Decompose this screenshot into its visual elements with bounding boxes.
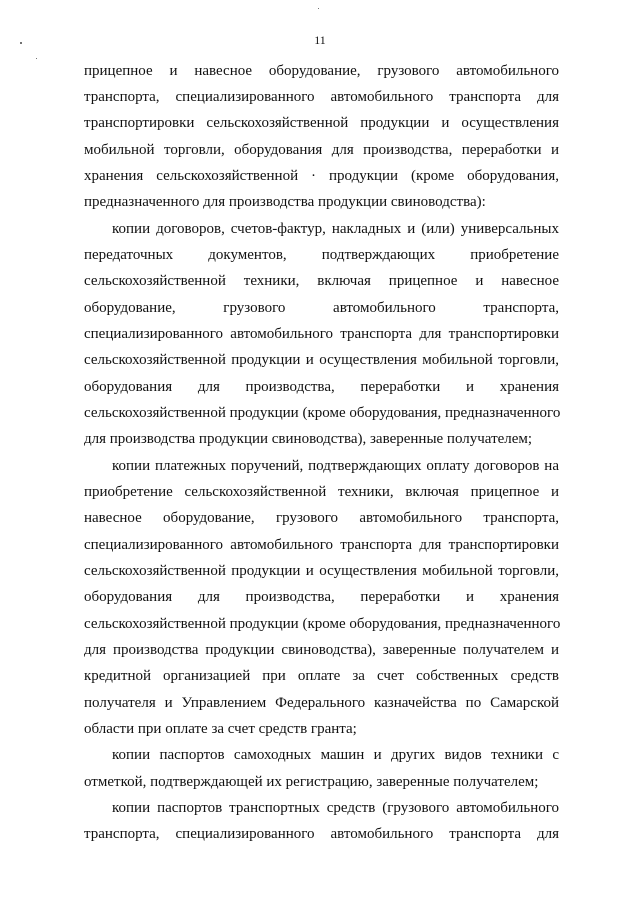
text-line: предназначенного для производства продукции свиноводства): xyxy=(84,194,486,210)
text-line: приобретение сельскохозяйственной техники, включая прицепное и xyxy=(84,484,559,500)
text-line: оборудование, грузового автомобильного транспорта, xyxy=(84,300,559,316)
paragraph-first-line: копии платежных поручений, подтверждающих оплату договоров на xyxy=(112,458,559,474)
text-line: области при оплате за счет средств гранта; xyxy=(84,721,357,737)
text-line: для производства продукции свиноводства), заверенные получателем; xyxy=(84,431,533,447)
text-line: для производства продукции свиноводства), заверенные получателем и xyxy=(84,642,559,658)
text-line: транспорта, специализированного автомобильного транспорта для xyxy=(84,89,559,105)
text-line: специализированного автомобильного транспорта для транспортировки xyxy=(84,537,559,553)
text-line: сельскохозяйственной продукции и осуществления мобильной торговли, xyxy=(84,563,559,579)
text-line: сельскохозяйственной техники, включая прицепное и навесное xyxy=(84,273,559,289)
text-line: транспортировки сельскохозяйственной продукции и осуществления xyxy=(84,115,559,131)
text-line: специализированного автомобильного транспорта для транспортировки xyxy=(84,326,559,342)
scan-speck xyxy=(36,58,37,59)
text-line: транспорта, специализированного автомобильного транспорта для xyxy=(84,826,559,842)
scan-speck xyxy=(318,8,319,9)
text-line: передаточных документов, подтверждающих приобретение xyxy=(84,247,559,263)
text-line: хранения сельскохозяйственной · продукции (кроме оборудования, xyxy=(84,168,559,184)
text-line: получателя и Управлением Федерального казначейства по Самарской xyxy=(84,695,559,711)
text-line: оборудования для производства, переработки и хранения xyxy=(84,379,559,395)
text-line: кредитной организацией при оплате за счет собственных средств xyxy=(84,668,559,684)
paragraph-first-line: копии паспортов самоходных машин и других видов техники с xyxy=(112,747,559,763)
page-number: 11 xyxy=(314,33,326,47)
text-line: сельскохозяйственной продукции (кроме оборудования, предназначенного xyxy=(84,405,561,421)
text-line: сельскохозяйственной продукции и осуществления мобильной торговли, xyxy=(84,352,559,368)
text-line: навесное оборудование, грузового автомобильного транспорта, xyxy=(84,510,559,526)
text-line: сельскохозяйственной продукции (кроме оборудования, предназначенного xyxy=(84,616,561,632)
paragraph-first-line: копии паспортов транспортных средств (грузового автомобильного xyxy=(112,800,559,816)
text-line: оборудования для производства, переработки и хранения xyxy=(84,589,559,605)
text-line: мобильной торговли, оборудования для производства, переработки и xyxy=(84,142,559,158)
text-line: прицепное и навесное оборудование, грузового автомобильного xyxy=(84,63,559,79)
text-line: отметкой, подтверждающей их регистрацию, заверенные получателем; xyxy=(84,774,539,790)
paragraph-first-line: копии договоров, счетов-фактур, накладных и (или) универсальных xyxy=(112,221,559,237)
